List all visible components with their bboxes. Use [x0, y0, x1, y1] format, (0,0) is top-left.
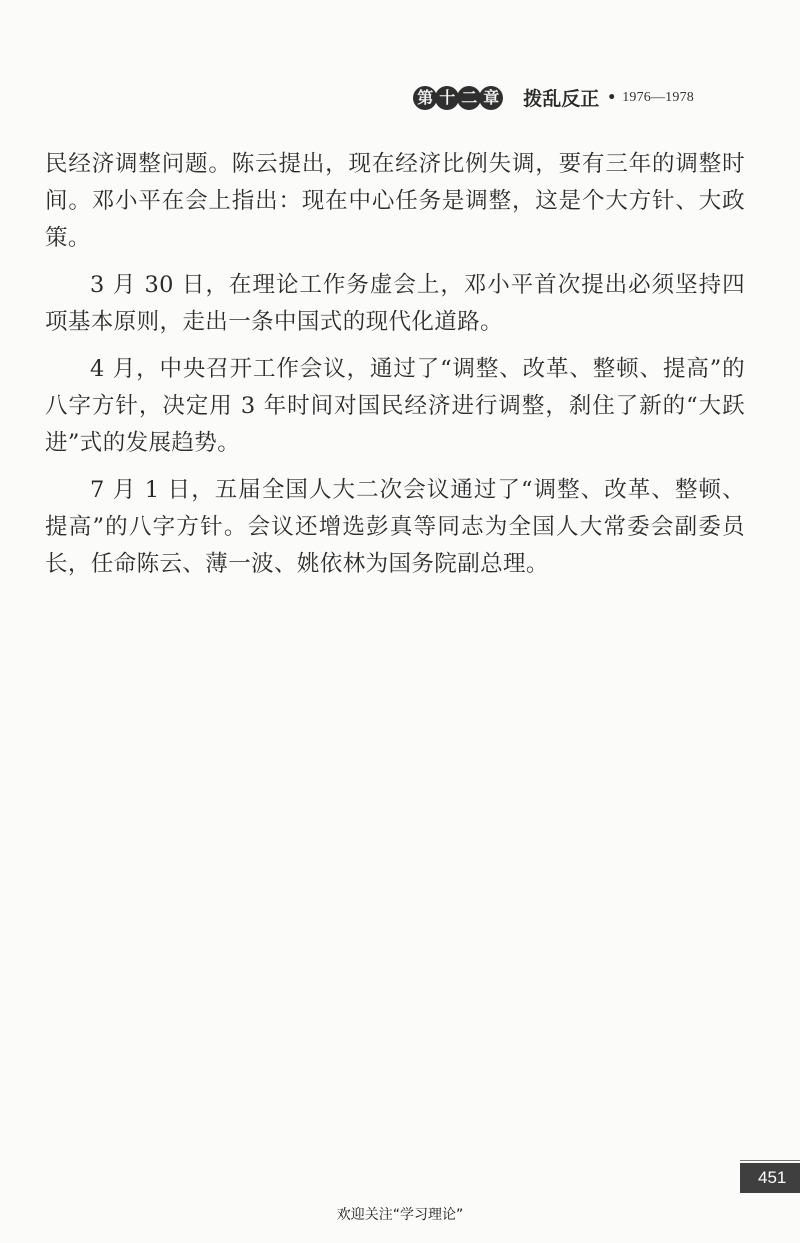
chapter-badge: 第	[413, 86, 437, 110]
page-body	[45, 146, 745, 593]
paragraph: 民经济调整问题。陈云提出，现在经济比例失调，要有三年的调整时间。邓小平在会上指出：现在中心任务是调整，这是个大方针、大政策。	[45, 151, 745, 251]
paragraph: 7 月 1 日，五届全国人大二次会议通过了“调整、改革、整顿、提高”的八字方针。会议还增选彭真等同志为全国人大常委会副委员长，任命陈云、薄一波、姚依林为国务院副总理。	[45, 477, 745, 577]
chapter-years: 1976—1978	[622, 89, 694, 105]
chapter-badge: 章	[479, 86, 503, 110]
paragraph: 4 月，中央召开工作会议，通过了“调整、改革、整顿、提高”的八字方针，决定用 3 年时间对国民经济进行调整，刹住了新的“大跃进”式的发展趋势。	[45, 356, 745, 456]
page-number	[740, 1163, 800, 1193]
paragraph: 3 月 30 日，在理论工作务虚会上，邓小平首次提出必须坚持四项基本原则，走出一条中国式的现代化道路。	[45, 272, 745, 335]
chapter-badge: 十	[435, 86, 459, 110]
page-tab-rule	[740, 1160, 800, 1161]
chapter-badge: 二	[457, 86, 481, 110]
header-separator: •	[607, 89, 617, 106]
running-header	[413, 84, 694, 111]
chapter-title: 拨乱反正	[523, 88, 600, 110]
page-number-label: 451	[758, 1168, 787, 1187]
footer-note: 欢迎关注“学习理论”	[336, 1207, 464, 1223]
chapter-label	[413, 86, 503, 110]
